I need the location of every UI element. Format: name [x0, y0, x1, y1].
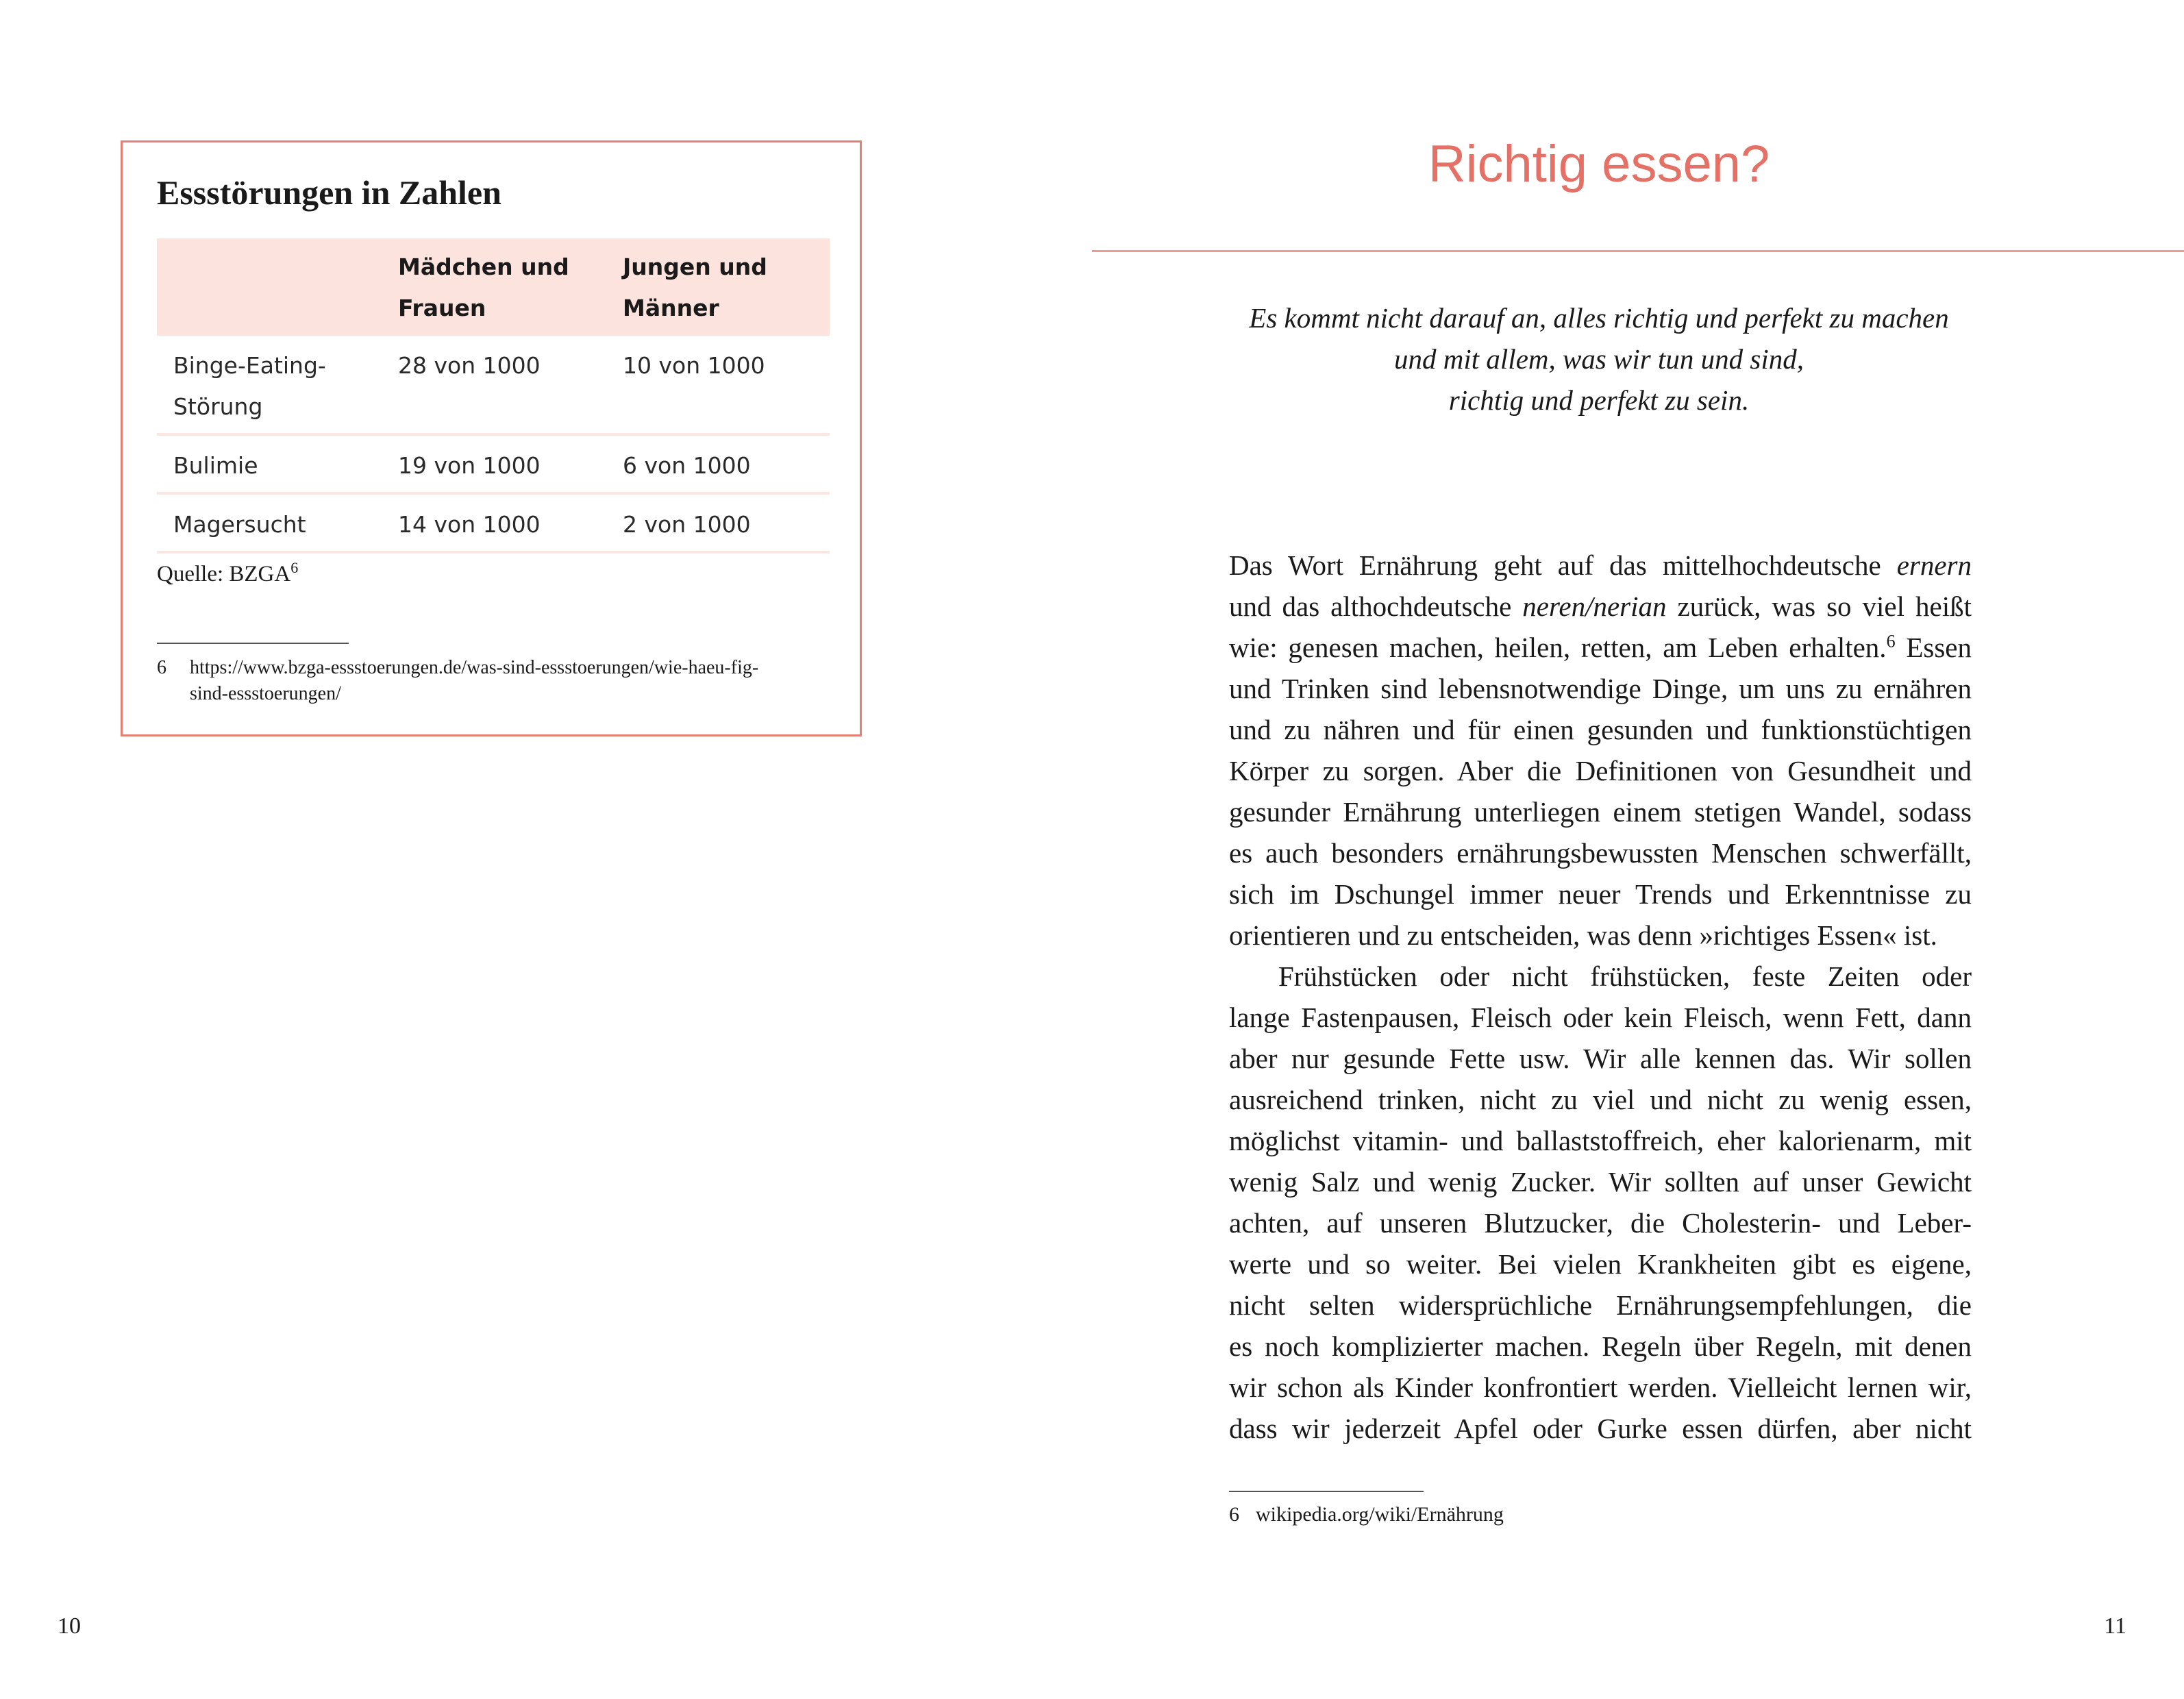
- body-line: gesunder Ernährung unterliegen einem stetigen Wandel, sodass: [1229, 796, 1972, 828]
- table-header-cell: Mädchen und Frauen: [382, 238, 606, 336]
- body-line: nicht selten widersprüchliche Ernährungsempfehlungen, die: [1229, 1289, 1972, 1321]
- text-run: Das Wort Ernährung geht auf das mittelhochdeutsche: [1229, 549, 1897, 581]
- body-line: sich im Dschungel immer neuer Trends und Erkenntnisse zu: [1229, 878, 1972, 910]
- eating-disorder-table: [157, 238, 830, 554]
- body-line: orientieren und zu entscheiden, was denn »richtiges Essen« ist.: [1229, 919, 1937, 951]
- source-label: Quelle: BZGA: [157, 562, 291, 586]
- infobox-title: Essstörungen in Zahlen: [157, 173, 501, 212]
- body-line: [1229, 545, 1972, 586]
- table-cell: Magersucht: [157, 493, 382, 552]
- statistics-infobox: [121, 140, 862, 736]
- footnote-text: wikipedia.org/wiki/Ernährung: [1256, 1503, 1504, 1526]
- title-divider: [1092, 250, 2184, 252]
- epigraph-line: und mit allem, was wir tun und sind,: [1394, 343, 1804, 375]
- table-cell: 28 von 1000: [382, 336, 606, 434]
- chapter-title: Richtig essen?: [1428, 135, 1770, 193]
- body-text: [1229, 545, 1972, 1449]
- body-line: dass wir jederzeit Apfel oder Gurke essen dürfen, aber nicht: [1229, 1413, 1972, 1444]
- infobox-footnote: [157, 655, 773, 707]
- body-line: es noch komplizierter machen. Regeln über Regeln, mit denen: [1229, 1330, 1972, 1362]
- emphasis: ernern: [1896, 549, 1972, 581]
- table-row: [157, 493, 830, 552]
- body-line: [1229, 627, 1972, 668]
- table-header-row: [157, 238, 830, 336]
- epigraph-line: Es kommt nicht darauf an, alles richtig und perfekt zu machen: [1249, 302, 1949, 334]
- emphasis: neren/nerian: [1522, 591, 1667, 622]
- footnote-number: 6: [1229, 1503, 1239, 1526]
- table-row: [157, 336, 830, 434]
- body-line: lange Fastenpausen, Fleisch oder kein Fleisch, wenn Fett, dann: [1229, 1002, 1972, 1033]
- body-line: wir schon als Kinder konfrontiert werden. Vielleicht lernen wir,: [1229, 1372, 1972, 1403]
- body-line: und Trinken sind lebensnotwendige Dinge, um uns zu ernähren: [1229, 673, 1972, 704]
- table-cell: Binge-Eating-Störung: [157, 336, 382, 434]
- body-line: Körper zu sorgen. Aber die Definitionen von Gesundheit und: [1229, 755, 1972, 786]
- table-cell: 10 von 1000: [606, 336, 830, 434]
- page-number-left: 10: [58, 1613, 81, 1639]
- table-cell: Bulimie: [157, 434, 382, 493]
- text-run: und das althochdeutsche: [1229, 591, 1523, 622]
- epigraph: [1092, 297, 2106, 421]
- body-line: [1229, 586, 1972, 627]
- body-line: achten, auf unseren Blutzucker, die Cholesterin- und Leber-: [1229, 1207, 1972, 1239]
- table-source: [157, 559, 298, 587]
- epigraph-line: richtig und perfekt zu sein.: [1448, 384, 1750, 416]
- body-line: und zu nähren und für einen gesunden und funktionstüchtigen: [1229, 714, 1972, 745]
- table-cell: 14 von 1000: [382, 493, 606, 552]
- footnote-reference: 6: [1886, 631, 1896, 652]
- footnote-divider: [1229, 1491, 1424, 1492]
- body-line: wenig Salz und wenig Zucker. Wir sollten auf unser Gewicht: [1229, 1166, 1972, 1198]
- text-run: wie: genesen machen, heilen, retten, am Leben erhalten.: [1229, 632, 1887, 663]
- footnote-text: https://www.bzga-essstoerungen.de/was-sind-essstoerungen/wie-haeu-fig-sind-essstoerungen/: [190, 657, 759, 704]
- text-run: Essen: [1895, 632, 1972, 663]
- body-line: Frühstücken oder nicht frühstücken, feste Zeiten oder: [1278, 960, 1972, 992]
- table-cell: 6 von 1000: [606, 434, 830, 493]
- body-line: werte und so weiter. Bei vielen Krankheiten gibt es eigene,: [1229, 1248, 1972, 1280]
- body-line: es auch besonders ernährungsbewussten Menschen schwerfällt,: [1229, 837, 1972, 869]
- footnote-divider: [157, 643, 349, 644]
- body-line: ausreichend trinken, nicht zu viel und nicht zu wenig essen,: [1229, 1084, 1972, 1115]
- table-header-cell: Jungen und Männer: [606, 238, 830, 336]
- table-cell: 2 von 1000: [606, 493, 830, 552]
- right-page: [1092, 0, 2184, 1699]
- page-number-right: 11: [2104, 1613, 2126, 1639]
- table-header-cell: [157, 238, 382, 336]
- body-line: aber nur gesunde Fette usw. Wir alle kennen das. Wir sollen: [1229, 1043, 1972, 1074]
- table-row: [157, 434, 830, 493]
- footnote-number: 6: [157, 657, 166, 678]
- text-run: zurück, was so viel heißt: [1666, 591, 1972, 622]
- table-cell: 19 von 1000: [382, 434, 606, 493]
- body-line: möglichst vitamin- und ballaststoffreich, eher kalorienarm, mit: [1229, 1125, 1972, 1156]
- footnote-reference: 6: [290, 559, 299, 576]
- page-footnote: [1229, 1503, 1504, 1526]
